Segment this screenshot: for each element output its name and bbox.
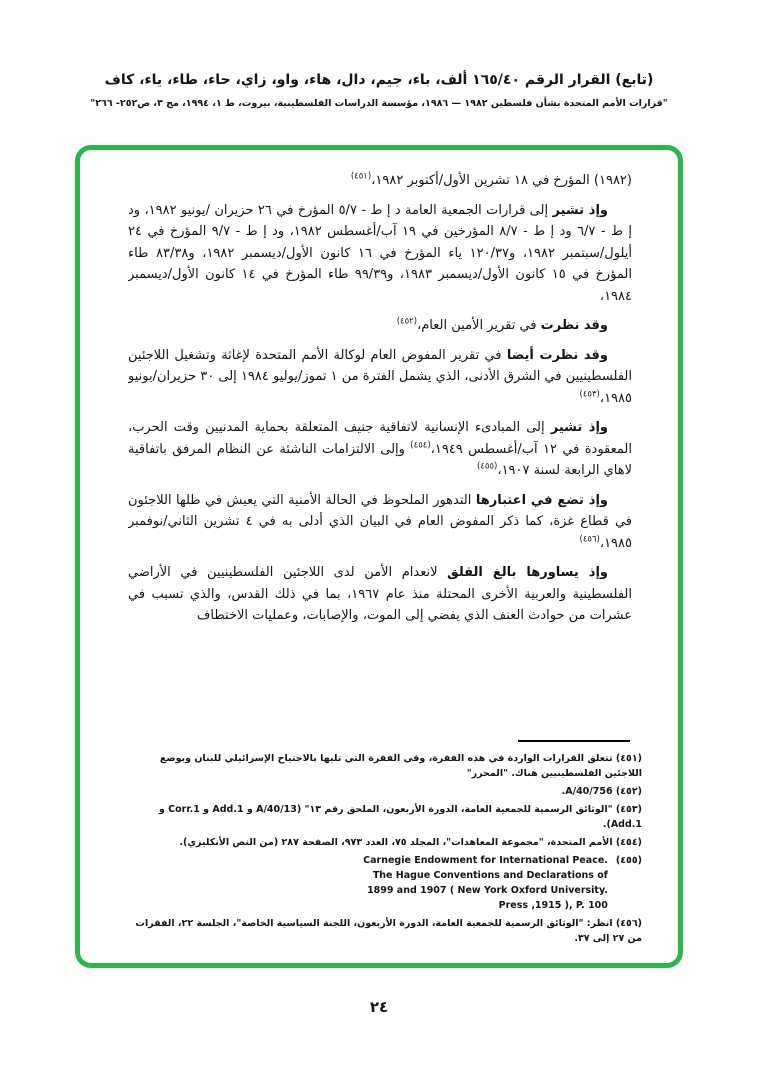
footnote-list <box>120 751 642 946</box>
footnote-ref: (٤٥٦) <box>579 534 600 545</box>
text-segment: وإذ يساورها بالغ القلق <box>447 565 608 580</box>
content-border-box <box>75 145 683 968</box>
text-segment: وقد نظرت أيضا <box>506 347 608 363</box>
text-segment: في تقرير الأمين العام، <box>417 318 541 333</box>
footnote-number: (٤٥٤) <box>615 837 642 848</box>
footnote <box>120 916 642 946</box>
document-header <box>0 72 758 109</box>
footnote-ref: (٤٥٢) <box>396 316 418 327</box>
footnote <box>120 784 642 799</box>
footnote-text: الأمم المتحدة، "مجموعة المعاهدات"، المجلد ٧٥، العدد ٩٧٣، الصفحة ٢٨٧ (من النص الأنكليزي). <box>179 837 613 848</box>
footnote-number: (٤٥١) <box>615 753 642 764</box>
paragraph <box>128 170 632 192</box>
text-segment: وإذ تضع في اعتبارها <box>475 492 608 508</box>
footnote-text: انظر: "الوثائق الرسمية للجمعية العامة، الدورة الأربعون، اللجنة السياسية الخاصة"، الجلسة ٢٢، الفقرات من ٢٧ إلى ٣٧. <box>135 918 642 944</box>
body-paragraphs <box>128 170 632 758</box>
text-segment: وقد نظرت <box>540 318 608 333</box>
footnote-number: (٤٥٢) <box>615 786 642 797</box>
text-segment: وإذ تشير <box>550 420 608 435</box>
footnote-text: "الوثائق الرسمية للجمعية العامة، الدورة الأربعون، الملحق رقم ١٣" (A/40/13 و Add.1 و Corr.1 و Add.1). <box>158 804 642 830</box>
footnote-ref: (٤٥٥) <box>477 461 498 472</box>
text-segment: وإذ تشير <box>552 202 608 218</box>
text-segment: لانعدام الأمن لدى اللاجئين الفلسطينيين في الأراضي الفلسطينية والعربية الأخرى المحتلة منذ عام ١٩٦٧، بما في ذلك القدس، والذي تسبب في عشرات من حوادث العنف الذي يفضي إلى الموت، والإصابات، وعمليات الاختطاف <box>128 565 632 623</box>
paragraph <box>128 417 632 482</box>
paragraph <box>128 200 632 308</box>
footnote-number: (٤٥٦) <box>615 918 642 929</box>
footnote <box>120 853 642 913</box>
paragraph <box>128 490 632 555</box>
page-number: ٢٤ <box>369 998 389 1016</box>
paragraph <box>128 315 632 337</box>
footnote-number: (٤٥٥) <box>615 855 642 866</box>
footnote-separator <box>518 740 630 742</box>
document-title: (تابع) القرار الرقم ١٦٥/٤٠ ألف، باء، جيم، دال، هاء، واو، زاي، حاء، طاء، ياء، كاف <box>104 72 654 88</box>
footnote <box>120 751 642 781</box>
footnote-ref: (٤٥٣) <box>579 389 600 400</box>
text-segment: في تقرير المفوض العام لوكالة الأمم المتحدة لإغاثة وتشغيل اللاجئين الفلسطينيين في الشرق الأدنى، الذي يشمل الفترة من ١ تموز/يوليو ١٩٨٤ إلى ٣٠ حزيران/يونيو ١٩٨٥، <box>128 347 632 406</box>
text-segment: وإلى الالتزامات الناشئة عن النظام المرفق باتفاقية لاهاي الرابعة لسنة ١٩٠٧، <box>128 441 632 478</box>
text-segment: إلى قرارات الجمعية العامة د إ ط - ٥/٧ المؤرخ في ٢٦ حزيران /يونيو ١٩٨٢، ود إ ط - ٦/٧ ود إ ط - ٨/٧ المؤرخين في ١٩ آب/أغسطس ١٩٨٢، ود إ ط - ٩/٧ المؤرخ في ٢٤ أيلول/سبتمبر ١٩٨٢، و١٢٠/٣٧ ياء المؤرخ في ١٦ كانون الأول/ديسمبر ١٩٨٢، و٨٣/٣٨ طاء المؤرخ في ١٥ كانون الأول/ديسمبر ١٩٨٣، و٩٩/٣٩ طاء المؤرخ في ١٤ كانون الأول/ديسمبر ١٩٨٤، <box>128 202 632 304</box>
text-segment: إلى المبادىء الإنسانية لاتفاقية جنيف المتعلقة بحماية المدنيين وقت الحرب، المعقودة في ١٢ آب/أغسطس ١٩٤٩، <box>128 420 632 457</box>
footnote-text: تتعلق القرارات الواردة في هذه الفقرة، وفي الفقرة التي تليها بالاجتياح الإسرائيلي للبنان وبوضع اللاجئين الفلسطينيين هناك. "المحرر" <box>159 753 642 779</box>
text-segment: (١٩٨٢) المؤرخ في ١٨ تشرين الأول/أكتوبر ١٩٨٢، <box>371 173 632 188</box>
footnote-ref: (٤٥١) <box>350 171 372 182</box>
footnote-ref: (٤٥٤) <box>410 440 431 451</box>
footnote-text: Carnegie Endowment for International Peace. The Hague Conventions and Declarations of 1899 and 1907 ( New York Oxford University. Press ,1915 ), P. 100 <box>363 855 608 911</box>
footnote-number: (٤٥٣) <box>615 804 642 815</box>
footnote-text: A/40/756. <box>561 786 613 797</box>
paragraph <box>128 562 632 627</box>
footnote <box>120 835 642 850</box>
document-subtitle: "قرارات الأمم المتحدة بشأن فلسطين ١٩٨٢ — ١٩٨٦، مؤسسة الدراسات الفلسطينية، بيروت، ط ١، ١٩٩٤، مج ٣، ص٢٥٢- ٢٦٦" <box>90 98 668 109</box>
footnote <box>120 802 642 832</box>
paragraph <box>128 345 632 410</box>
text-segment: التدهور الملحوظ في الحالة الأمنية التي يعيش في ظلها اللاجئون في قطاع غزة، كما ذكر المفوض العام في البيان الذي أدلى به في ٤ تشرين الثاني/نوفمبر ١٩٨٥، <box>128 492 632 551</box>
footnote-area <box>120 740 642 949</box>
